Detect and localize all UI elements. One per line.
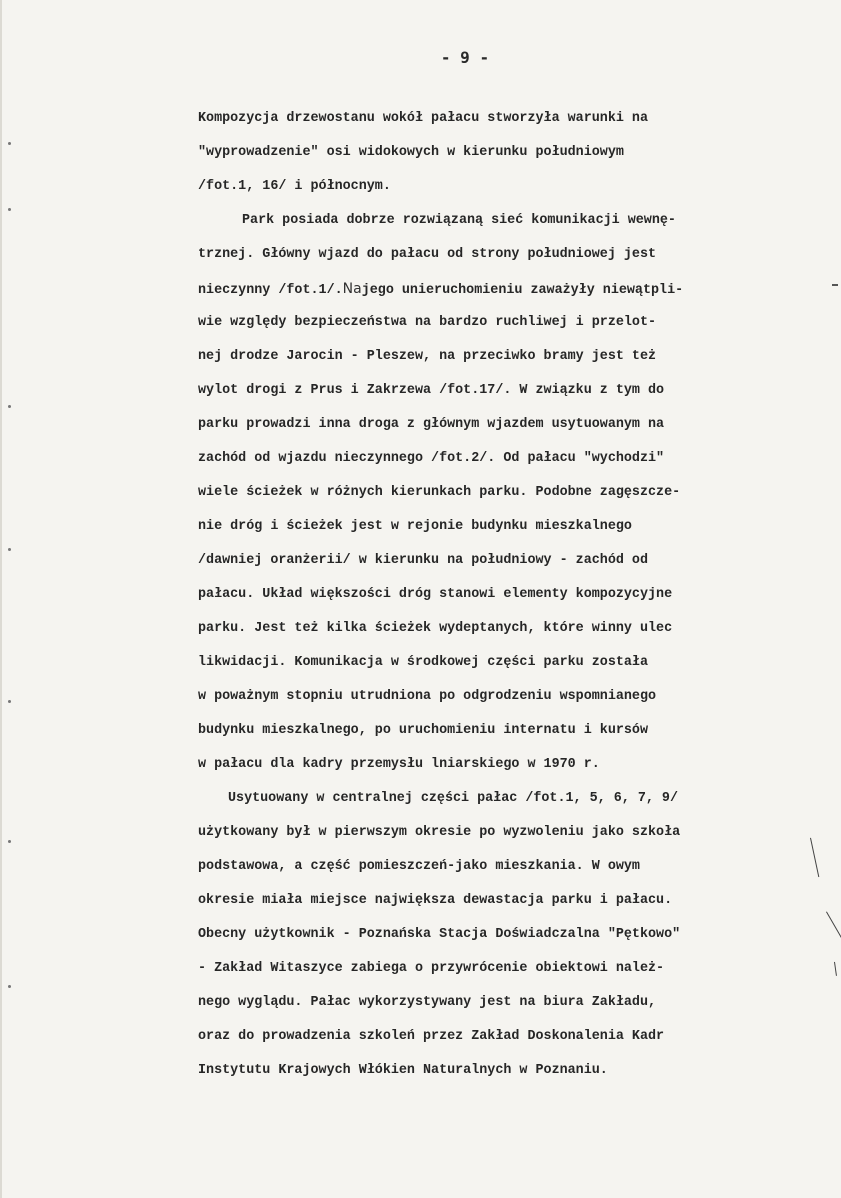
text-line: wiele ścieżek w różnych kierunkach parku. Podobne zagęszcze- [198,485,681,500]
text-line: parku. Jest też kilka ścieżek wydeptanych, które winny ulec [198,621,673,636]
text-line: podstawowa, a część pomieszczeń-jako mieszkania. W owym [198,859,640,874]
margin-dot [8,985,11,988]
margin-dot [8,700,11,703]
text-line: parku prowadzi inna droga z głównym wjazdem usytuowanym na [198,417,665,432]
text-line: likwidacji. Komunikacja w środkowej części parku została [198,655,648,670]
text-line: - Zakład Witaszyce zabiega o przywrócenie obiektowi należ- [198,961,665,976]
text-line: "wyprowadzenie" osi widokowych w kierunku południowym [198,145,624,160]
text-line: Kompozycja drzewostanu wokół pałacu stworzyła warunki na [198,111,648,126]
handwritten-stroke [826,912,841,958]
text-line [198,272,818,306]
text-line: Usytuowany w centralnej części pałac /fot.1, 5, 6, 7, 9/ [228,791,678,806]
text-line: budynku mieszkalnego, po uruchomieniu internatu i kursów [198,723,648,738]
text-fragment: nieczynny /fot.1/. [198,283,343,298]
text-line: pałacu. Układ większości dróg stanowi elementy kompozycyjne [198,587,673,602]
text-line: /dawniej oranżerii/ w kierunku na południowy - zachód od [198,553,648,568]
text-line: nego wyglądu. Pałac wykorzystywany jest na biura Zakładu, [198,995,657,1010]
margin-dot [8,142,11,145]
text-line: okresie miała miejsce największa dewastacja parku i pałacu. [198,893,673,908]
margin-mark [832,284,838,286]
text-line: /fot.1, 16/ i północnym. [198,179,391,194]
text-line: wie względy bezpieczeństwa na bardzo ruchliwej i przelot- [198,315,657,330]
text-line: wylot drogi z Prus i Zakrzewa /fot.17/. W związku z tym do [198,383,665,398]
text-line: Instytutu Krajowych Włókien Naturalnych w Poznaniu. [198,1063,608,1078]
page-number: - 9 - [440,48,490,67]
text-line: oraz do prowadzenia szkoleń przez Zakład Doskonalenia Kadr [198,1029,665,1044]
text-fragment: jego unieruchomieniu zaważyły niewątpli- [361,283,684,298]
text-line: nej drodze Jarocin - Pleszew, na przeciwko bramy jest też [198,349,657,364]
handwritten-stroke [834,962,837,976]
document-body [198,102,818,1088]
margin-dot [8,840,11,843]
margin-dot [8,208,11,211]
handwritten-insert: Na [342,281,362,297]
text-line: Park posiada dobrze rozwiązaną sieć komunikacji wewnę- [242,213,676,228]
text-line: nie dróg i ścieżek jest w rejonie budynku mieszkalnego [198,519,632,534]
text-line: użytkowany był w pierwszym okresie po wyzwoleniu jako szkoła [198,825,681,840]
text-line: trznej. Główny wjazd do pałacu od strony południowej jest [198,247,657,262]
text-line: zachód od wjazdu nieczynnego /fot.2/. Od pałacu "wychodzi" [198,451,665,466]
margin-dot [8,548,11,551]
text-line: w poważnym stopniu utrudniona po odgrodzeniu wspomnianego [198,689,657,704]
margin-dot [8,405,11,408]
text-line: Obecny użytkownik - Poznańska Stacja Doświadczalna "Pętkowo" [198,927,681,942]
text-line: w pałacu dla kadry przemysłu lniarskiego w 1970 r. [198,757,600,772]
